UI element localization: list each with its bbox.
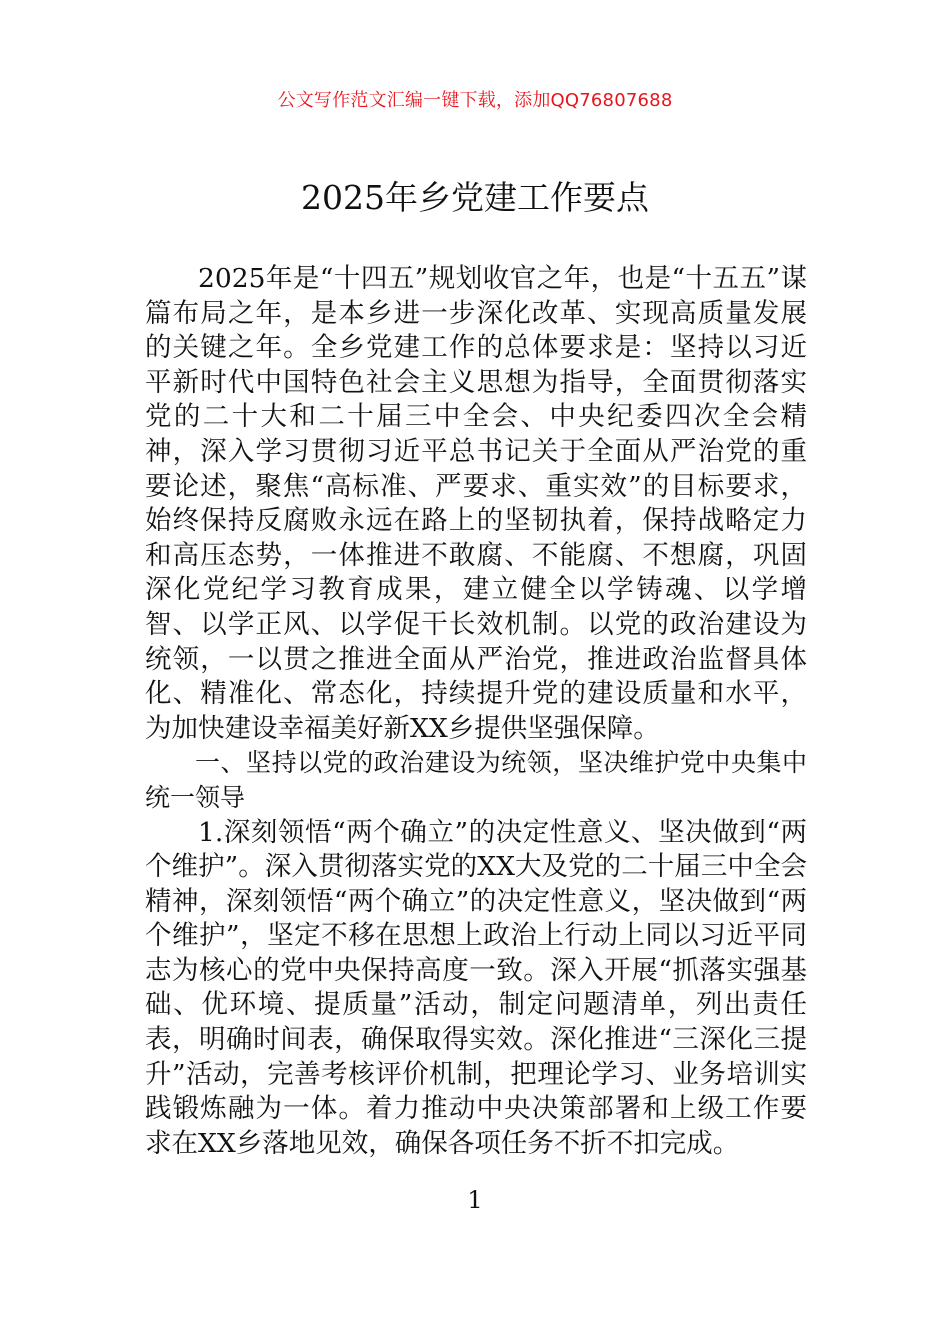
document-title: 2025年乡党建工作要点 — [301, 178, 649, 217]
document-body — [145, 262, 807, 1161]
item-paragraph-1: 1.深刻领悟“两个确立”的决定性意义、坚决做到“两个维护”。深入贯彻落实党的XX大及党的二十届三中全会精神，深刻领悟“两个确立”的决定性意义，坚决做到“两个维护”，坚定不移在思想上政治上行动上同以习近平同志为核心的党中央保持高度一致。深入开展“抓落实强基础、优环境、提质量”活动，制定问题清单，列出责任表，明确时间表，确保取得实效。深化推进“三深化三提升”活动，完善考核评价机制，把理论学习、业务培训实践锻炼融为一体。着力推动中央决策部署和上级工作要求在XX乡落地见效，确保各项任务不折不扣完成。 — [145, 816, 807, 1159]
intro-paragraph: 2025年是“十四五”规划收官之年，也是“十五五”谋篇布局之年，是本乡进一步深化改革、实现高质量发展的关键之年。全乡党建工作的总体要求是：坚持以习近平新时代中国特色社会主义思想为指导，全面贯彻落实党的二十大和二十届三中全会、中央纪委四次全会精神，深入学习贯彻习近平总书记关于全面从严治党的重要论述，聚焦“高标准、严要求、重实效”的目标要求，始终保持反腐败永远在路上的坚韧执着，保持战略定力和高压态势，一体推进不敢腐、不能腐、不想腐，巩固深化党纪学习教育成果，建立健全以学铸魂、以学增智、以学正风、以学促干长效机制。以党的政治建设为统领，一以贯之推进全面从严治党，推进政治监督具体化、精准化、常态化，持续提升党的建设质量和水平，为加快建设幸福美好新XX乡提供坚强保障。 — [145, 263, 807, 744]
page-number: 1 — [467, 1186, 483, 1214]
header-note: 公文写作范文汇编一键下载，添加QQ76807688 — [277, 90, 673, 111]
section-heading-1: 一、坚持以党的政治建设为统领，坚决维护党中央集中统一领导 — [145, 748, 807, 812]
